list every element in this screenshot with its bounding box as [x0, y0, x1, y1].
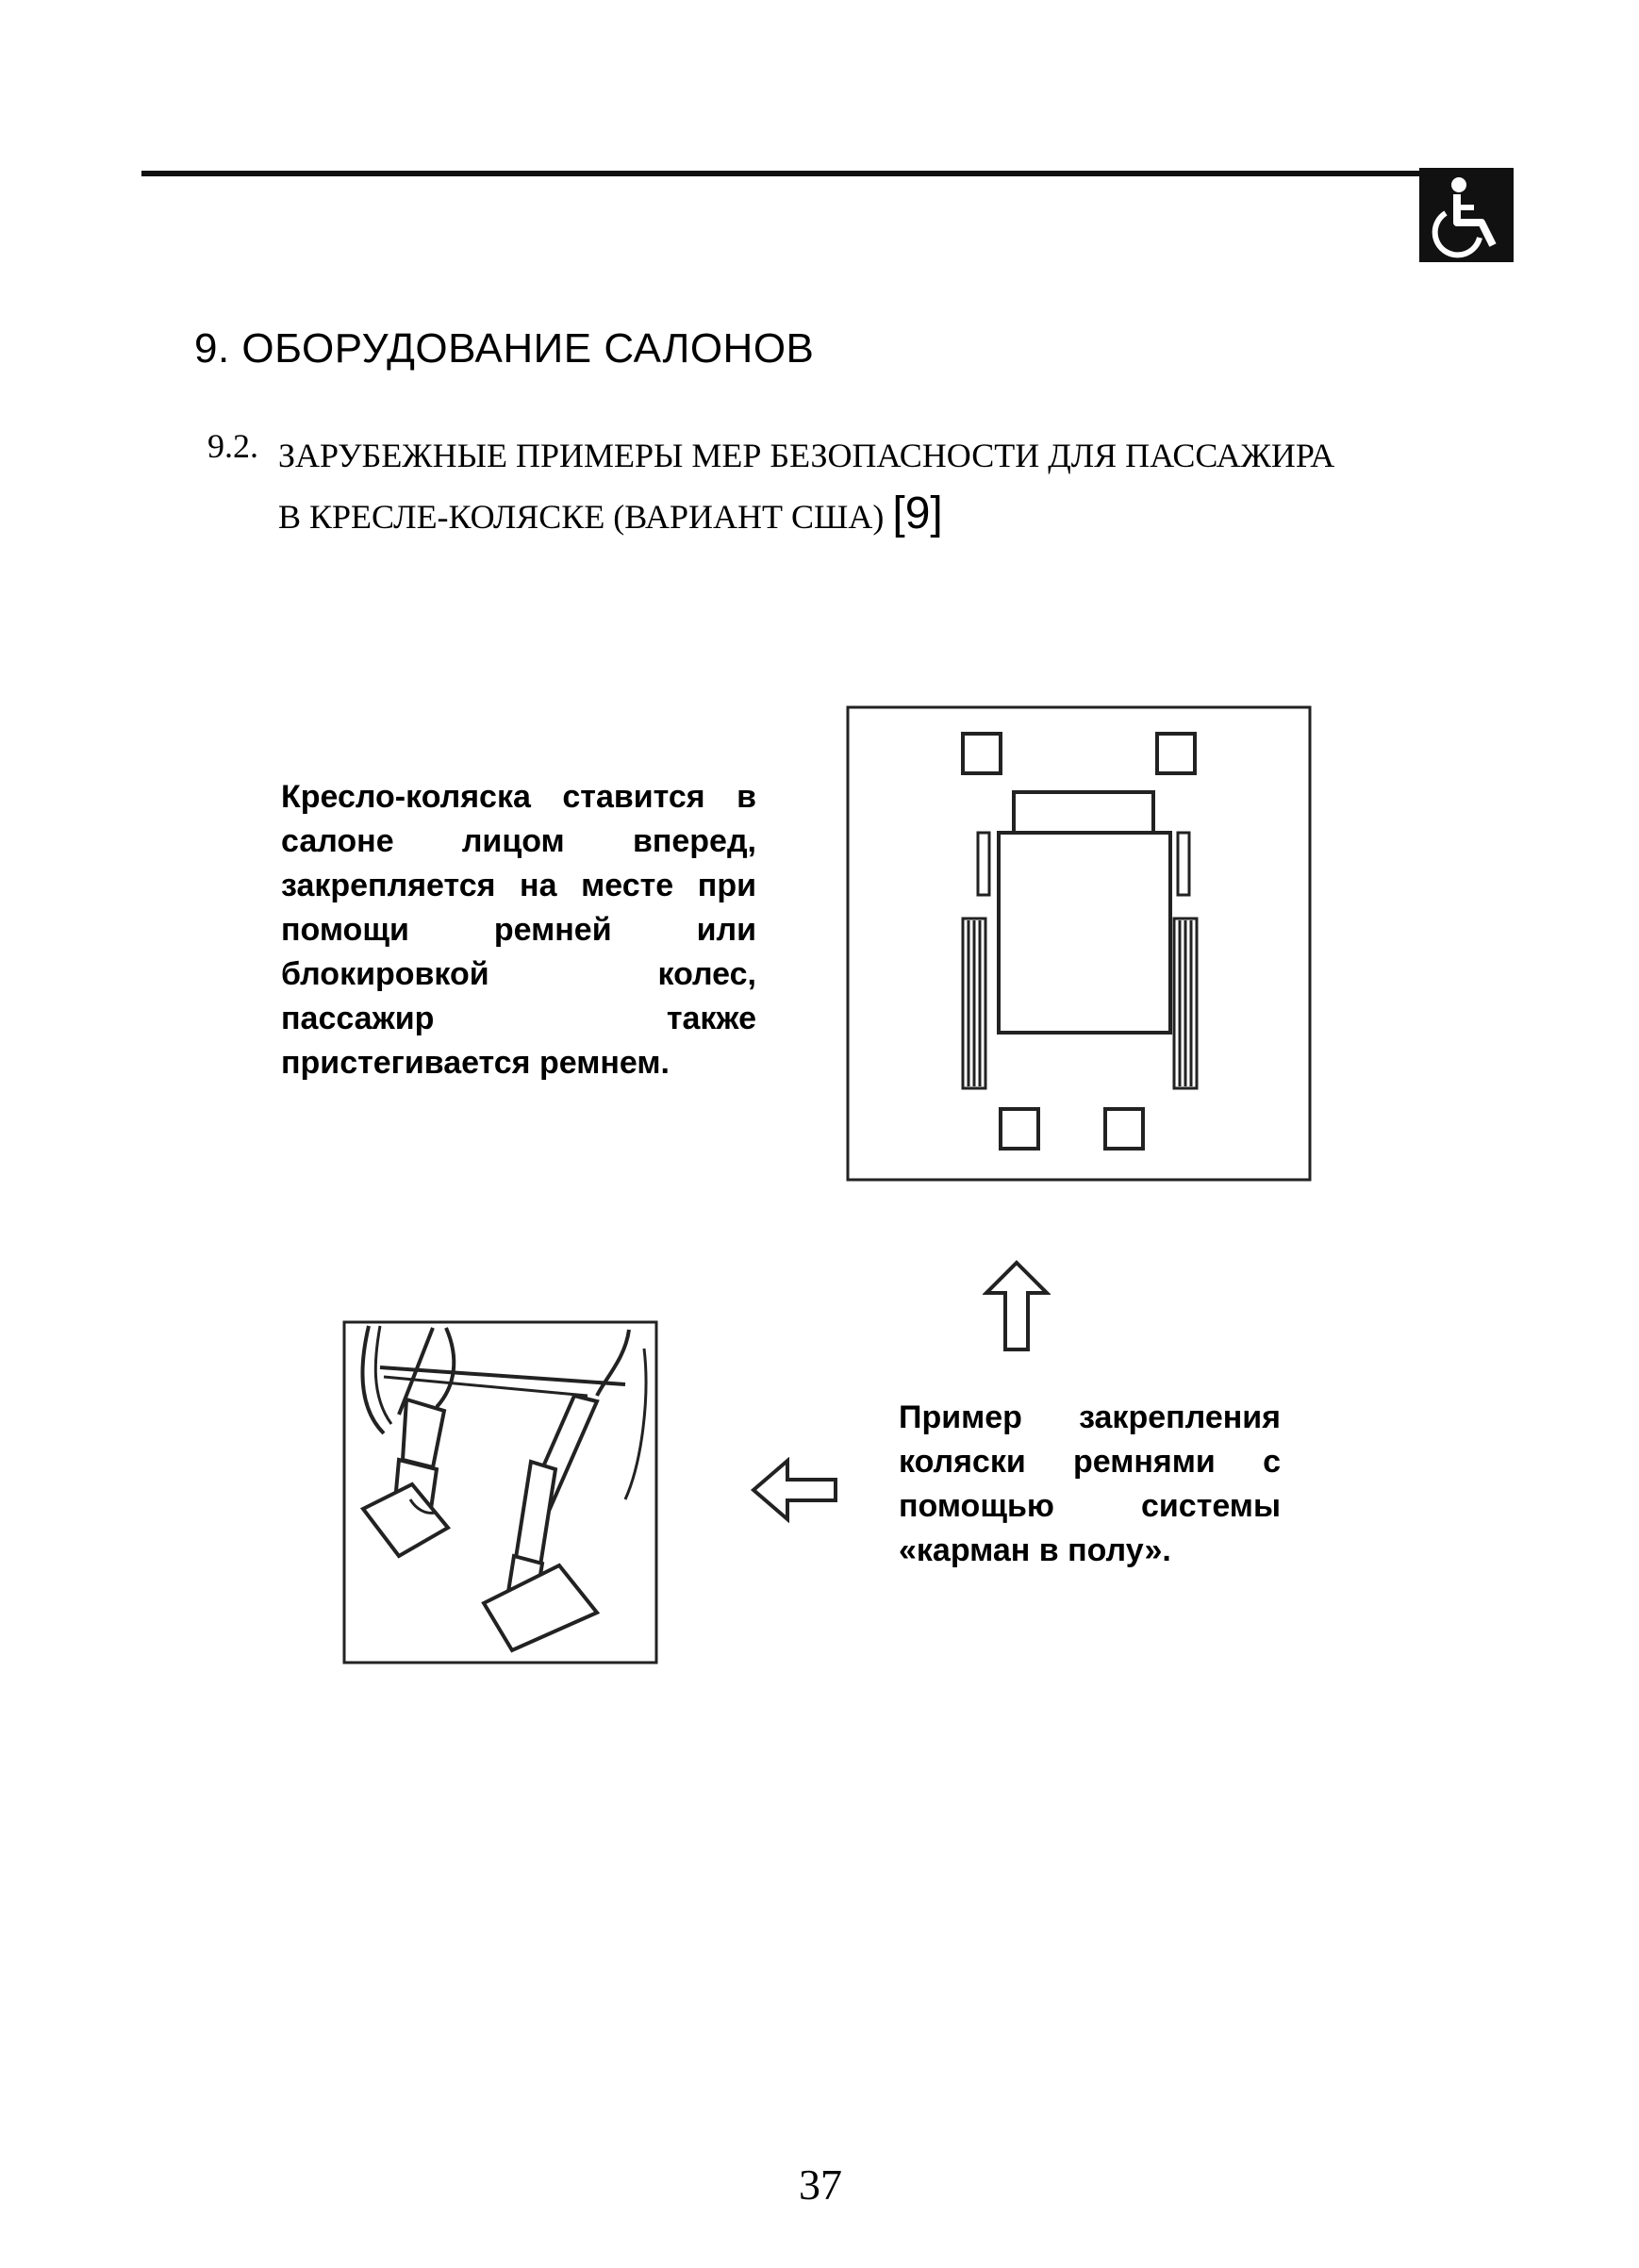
- header-rule: [141, 171, 1419, 176]
- subsection-title-line2-text: В КРЕСЛЕ-КОЛЯСКЕ (ВАРИАНТ США): [278, 498, 885, 536]
- up-arrow-icon: [983, 1259, 1051, 1353]
- floor-pocket-strap-illustration: [342, 1320, 658, 1664]
- reference-marker: [9]: [892, 488, 943, 538]
- page-number: 37: [799, 2160, 842, 2209]
- wheelchair-accessibility-icon: [1419, 168, 1514, 262]
- wheelchair-layout-diagram: [846, 705, 1312, 1182]
- placement-paragraph: Кресло-коляска ставится в салоне лицом вперед, закрепляется на месте при помощи ремней или блокировкой колес, пассажир также пристегивается ремнем.: [281, 779, 756, 1081]
- subsection-title-line1: ЗАРУБЕЖНЫЕ ПРИМЕРЫ МЕР БЕЗОПАСНОСТИ ДЛЯ ПАССАЖИРА: [278, 437, 1335, 474]
- subsection-title-line2: [278, 485, 1334, 546]
- left-arrow-icon: [750, 1457, 839, 1523]
- subsection-number: 9.2.: [207, 427, 258, 465]
- example-paragraph: Пример закрепления коляски ремнями с помощью системы «карман в полу».: [899, 1399, 1281, 1568]
- section-title: 9. ОБОРУДОВАНИЕ САЛОНОВ: [194, 325, 815, 372]
- subsection-title: [278, 426, 1334, 546]
